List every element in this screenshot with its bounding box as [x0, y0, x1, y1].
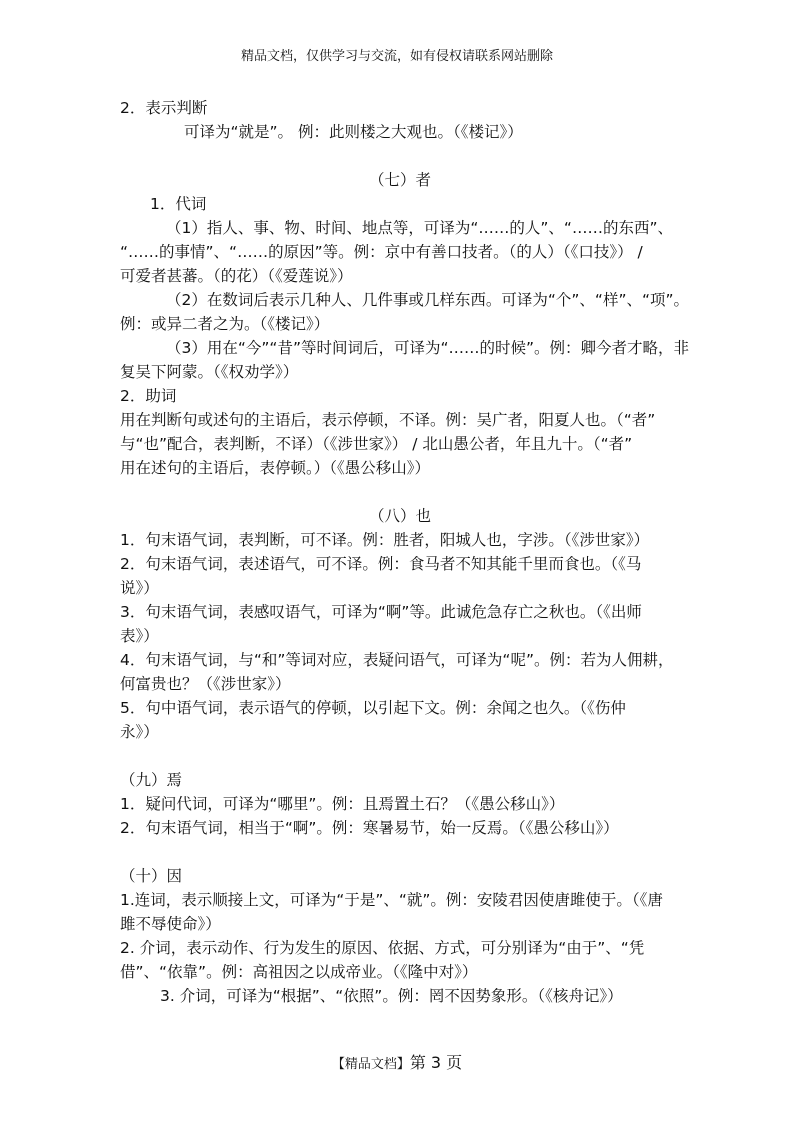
text-line: 2．句末语气词，表述语气，可不译。例：食马者不知其能千里而食也。（《马: [120, 555, 642, 573]
text-line: 永》）: [120, 723, 159, 741]
text-line: 可爱者甚蕃。（的花）（《爱莲说》）: [120, 267, 353, 285]
page-number: 第 3 页: [409, 1053, 463, 1072]
text-line: 1．疑问代词，可译为“哪里”。例：且焉置土石？（《愚公移山》）: [120, 795, 565, 813]
text-line: （九）焉: [120, 771, 183, 789]
text-line: 何富贵也？（《涉世家》）: [120, 675, 291, 693]
text-line: 1.连词，表示顺接上文，可译为“于是”、“就”。例：安陵君因使唐雎使于。（《唐: [120, 891, 663, 909]
text-line: 2．表示判断: [120, 99, 208, 117]
page-header: 精品文档，仅供学习与交流，如有侵权请联系网站删除: [240, 49, 553, 64]
text-line: 与“也”配合，表判断，不译）（《涉世家》） / 北山愚公者，年且九十。（“者”: [120, 435, 633, 453]
text-line: 1．代词: [150, 195, 207, 213]
text-line: （十）因: [120, 867, 183, 885]
document-body: [120, 96, 690, 1008]
text-line: 雎不辱使命》）: [120, 915, 221, 933]
text-line: 可译为“就是”。 例：此则楼之大观也。（《楼记》）: [184, 123, 523, 141]
text-line: （3）用在“今”“昔”等时间词后，可译为“……的时候”。例：卿今者才略，非: [166, 339, 690, 357]
section-heading: （七）者: [368, 171, 431, 189]
blank-line: [120, 144, 680, 168]
text-line: 例：或异二者之为。（《楼记》）: [120, 315, 330, 333]
text-line: 表》）: [120, 627, 159, 645]
blank-line: [120, 480, 680, 504]
blank-line: [120, 744, 680, 768]
footer-tag: 【精品文档】: [331, 1057, 410, 1072]
page-footer: [0, 1052, 794, 1076]
text-line: 说》）: [120, 579, 159, 597]
text-line: 5．句中语气词，表示语气的停顿，以引起下文。例：余闻之也久。（《伤仲: [120, 699, 626, 717]
text-line: 2. 介词，表示动作、行为发生的原因、依据、方式，可分别译为“由于”、“凭: [120, 939, 645, 957]
text-line: 用在判断句或述句的主语后，表示停顿，不译。例：吴广者，阳夏人也。（“者”: [120, 411, 656, 429]
text-line: 3. 介词，可译为“根据”、“依照”。例：罔不因势象形。（《核舟记》）: [160, 987, 623, 1005]
text-line: 3．句末语气词，表感叹语气，可译为“啊”等。此诚危急存亡之秋也。（《出师: [120, 603, 642, 621]
text-line: 4．句末语气词，与“和”等词对应，表疑问语气，可译为“呢”。例：若为人佣耕，: [120, 651, 674, 669]
text-line: 2．句末语气词，相当于“啊”。例：寒暑易节，始一反焉。（《愚公移山》）: [120, 819, 619, 837]
text-line: （2）在数词后表示几种人、几件事或几样东西。可译为“个”、“样”、“项”。: [166, 291, 690, 309]
text-line: 借”、“依靠”。例：高祖因之以成帝业。（《隆中对》）: [120, 963, 478, 981]
text-line: “……的事情”、“……的原因”等。例：京中有善口技者。（的人）（《口技》） /: [120, 243, 643, 261]
section-heading: （八）也: [368, 507, 431, 525]
text-line: 复吴下阿蒙。（《权劝学》）: [120, 363, 299, 381]
text-line: 2．助词: [120, 387, 177, 405]
text-line: 用在述句的主语后，表停顿。）（《愚公移山》）: [120, 459, 431, 477]
blank-line: [120, 840, 680, 864]
text-line: 1．句末语气词，表判断，可不译。例：胜者，阳城人也，字涉。（《涉世家》）: [120, 531, 650, 549]
text-line: （1）指人、事、物、时间、地点等，可译为“……的人”、“……的东西”、: [166, 219, 673, 237]
